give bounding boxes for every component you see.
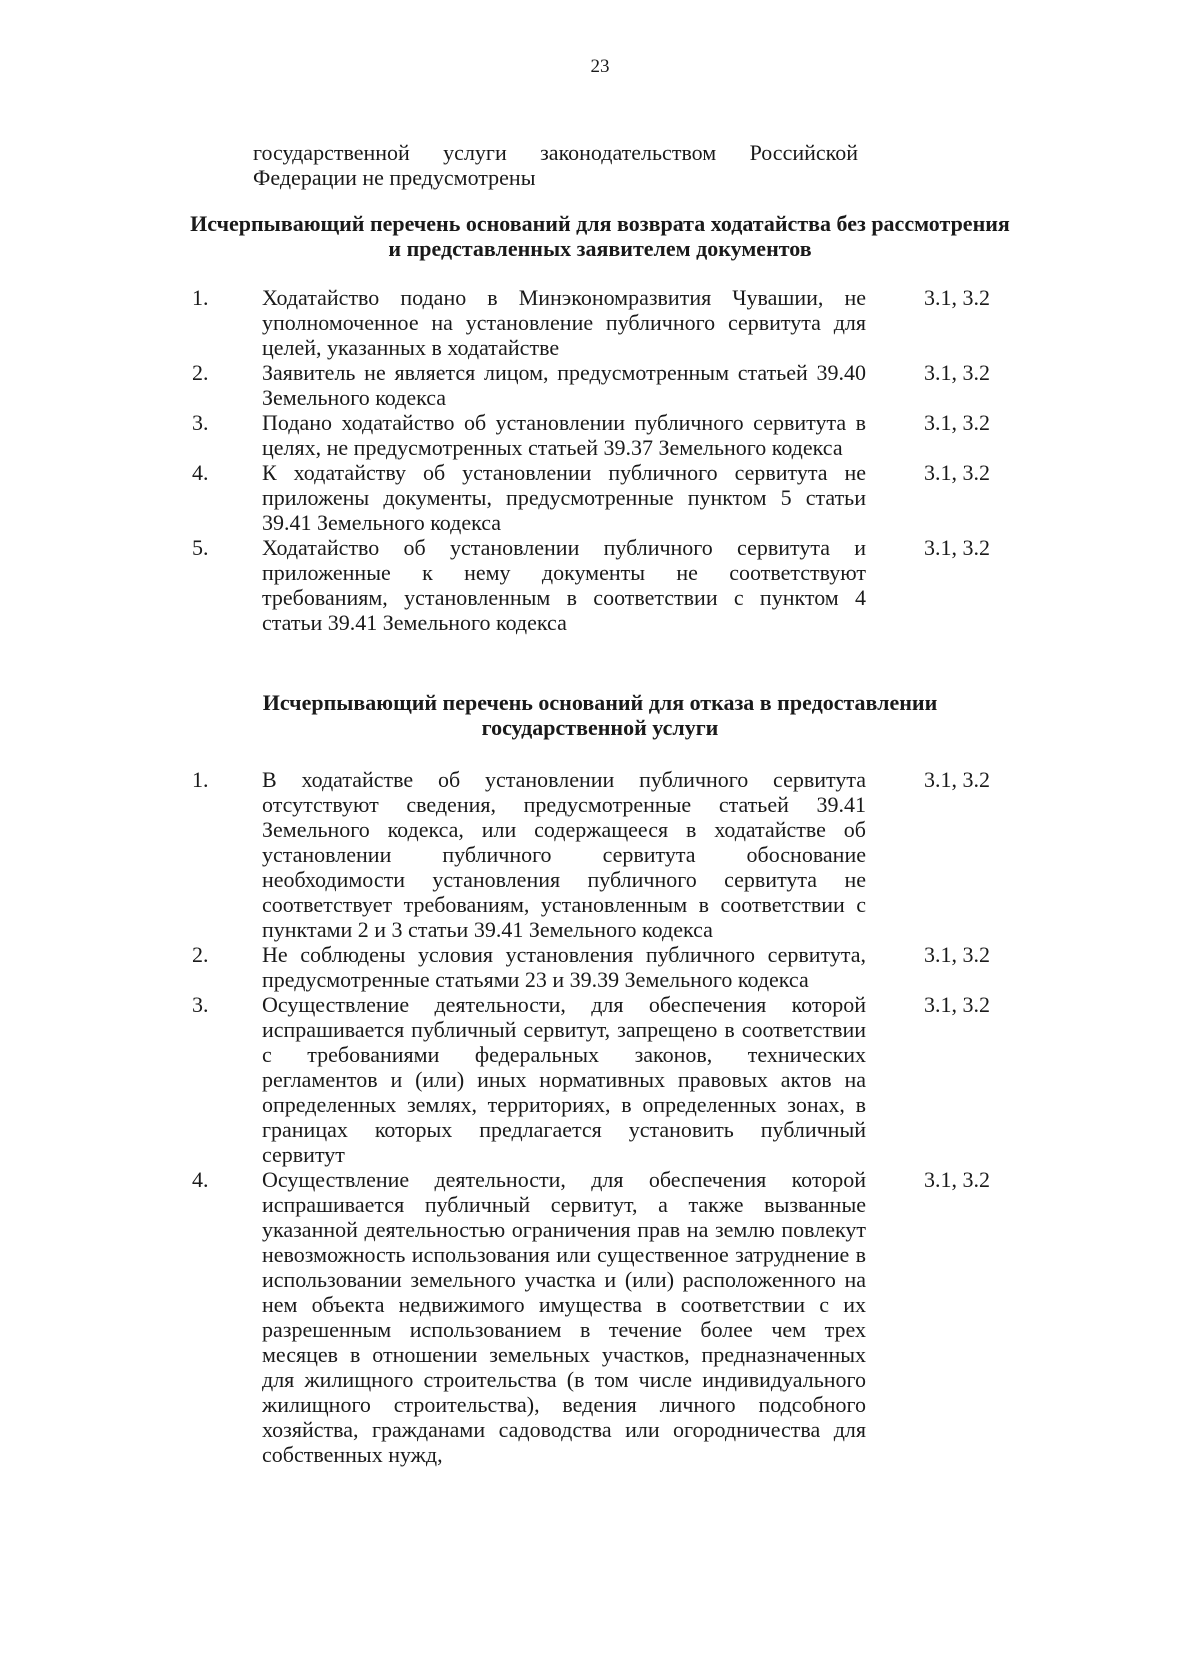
item-text: В ходатайстве об установлении публичного сервитута отсутствуют сведения, предусмотренные статьей 39.41 Земельного кодекса, или содержащееся в ходатайстве об установлении публичного сервитута обоснование необходимости установления публичного сервитута не соответствует требованиям, установленным в соответствии с пунктами 2 и 3 статьи 39.41 Земельного кодекса — [262, 767, 866, 942]
section-return-heading — [150, 211, 1050, 261]
list-item — [0, 285, 1200, 360]
item-reference: 3.1, 3.2 — [924, 460, 990, 485]
item-number: 4. — [192, 460, 209, 485]
item-reference: 3.1, 3.2 — [924, 535, 990, 560]
section-return-heading-line2: и представленных заявителем документов — [388, 236, 812, 261]
list-item — [0, 992, 1200, 1167]
item-reference: 3.1, 3.2 — [924, 1167, 990, 1192]
list-item — [0, 360, 1200, 410]
continuation-text: государственной услуги законодательством Российской Федерации не предусмотрены — [253, 140, 858, 190]
page-number: 23 — [590, 56, 610, 77]
item-text: Ходатайство об установлении публичного сервитута и приложенные к нему документы не соответствуют требованиям, установленным в соответствии с пунктом 4 статьи 39.41 Земельного кодекса — [262, 535, 866, 635]
item-text: Подано ходатайство об установлении публичного сервитута в целях, не предусмотренных статьей 39.37 Земельного кодекса — [262, 410, 866, 460]
item-text: К ходатайству об установлении публичного сервитута не приложены документы, предусмотренные пунктом 5 статьи 39.41 Земельного кодекса — [262, 460, 866, 535]
list-item — [0, 460, 1200, 535]
item-reference: 3.1, 3.2 — [924, 285, 990, 310]
item-number: 3. — [192, 992, 209, 1017]
item-number: 1. — [192, 767, 209, 792]
list-item — [0, 410, 1200, 460]
item-text: Не соблюдены условия установления публичного сервитута, предусмотренные статьями 23 и 39.39 Земельного кодекса — [262, 942, 866, 992]
item-number: 1. — [192, 285, 209, 310]
item-reference: 3.1, 3.2 — [924, 942, 990, 967]
item-number: 2. — [192, 942, 209, 967]
list-item — [0, 1167, 1200, 1467]
section-refusal-heading — [150, 690, 1050, 740]
item-reference: 3.1, 3.2 — [924, 410, 990, 435]
item-reference: 3.1, 3.2 — [924, 767, 990, 792]
item-reference: 3.1, 3.2 — [924, 360, 990, 385]
item-text: Осуществление деятельности, для обеспечения которой испрашивается публичный сервитут, а также вызванные указанной деятельностью ограничения прав на землю повлекут невозможность использования или существенное затруднение в использовании земельного участка и (или) расположенного на нем объекта недвижимого имущества в соответствии с их разрешенным использованием в течение более чем трех месяцев в отношении земельных участков, предназначенных для жилищного строительства (в том числе индивидуального жилищного строительства), ведения личного подсобного хозяйства, гражданами садоводства или огородничества для собственных нужд, — [262, 1167, 866, 1467]
section-refusal-list — [0, 767, 1200, 1467]
item-number: 3. — [192, 410, 209, 435]
item-number: 2. — [192, 360, 209, 385]
section-refusal-heading-line1: Исчерпывающий перечень оснований для отказа в предоставлении — [262, 690, 938, 715]
item-text: Ходатайство подано в Минэкономразвития Чувашии, не уполномоченное на установление публичного сервитута для целей, указанных в ходатайстве — [262, 285, 866, 360]
section-return-list — [0, 285, 1200, 635]
list-item — [0, 535, 1200, 635]
section-return-heading-line1: Исчерпывающий перечень оснований для возврата ходатайства без рассмотрения — [190, 211, 1010, 236]
section-refusal-heading-line2: государственной услуги — [481, 715, 719, 740]
list-item — [0, 767, 1200, 942]
item-number: 5. — [192, 535, 209, 560]
list-item — [0, 942, 1200, 992]
item-text: Осуществление деятельности, для обеспечения которой испрашивается публичный сервитут, запрещено в соответствии с требованиями федеральных законов, технических регламентов и (или) иных нормативных правовых актов на определенных землях, территориях, в определенных зонах, в границах которых предлагается установить публичный сервитут — [262, 992, 866, 1167]
item-reference: 3.1, 3.2 — [924, 992, 990, 1017]
item-number: 4. — [192, 1167, 209, 1192]
item-text: Заявитель не является лицом, предусмотренным статьей 39.40 Земельного кодекса — [262, 360, 866, 410]
